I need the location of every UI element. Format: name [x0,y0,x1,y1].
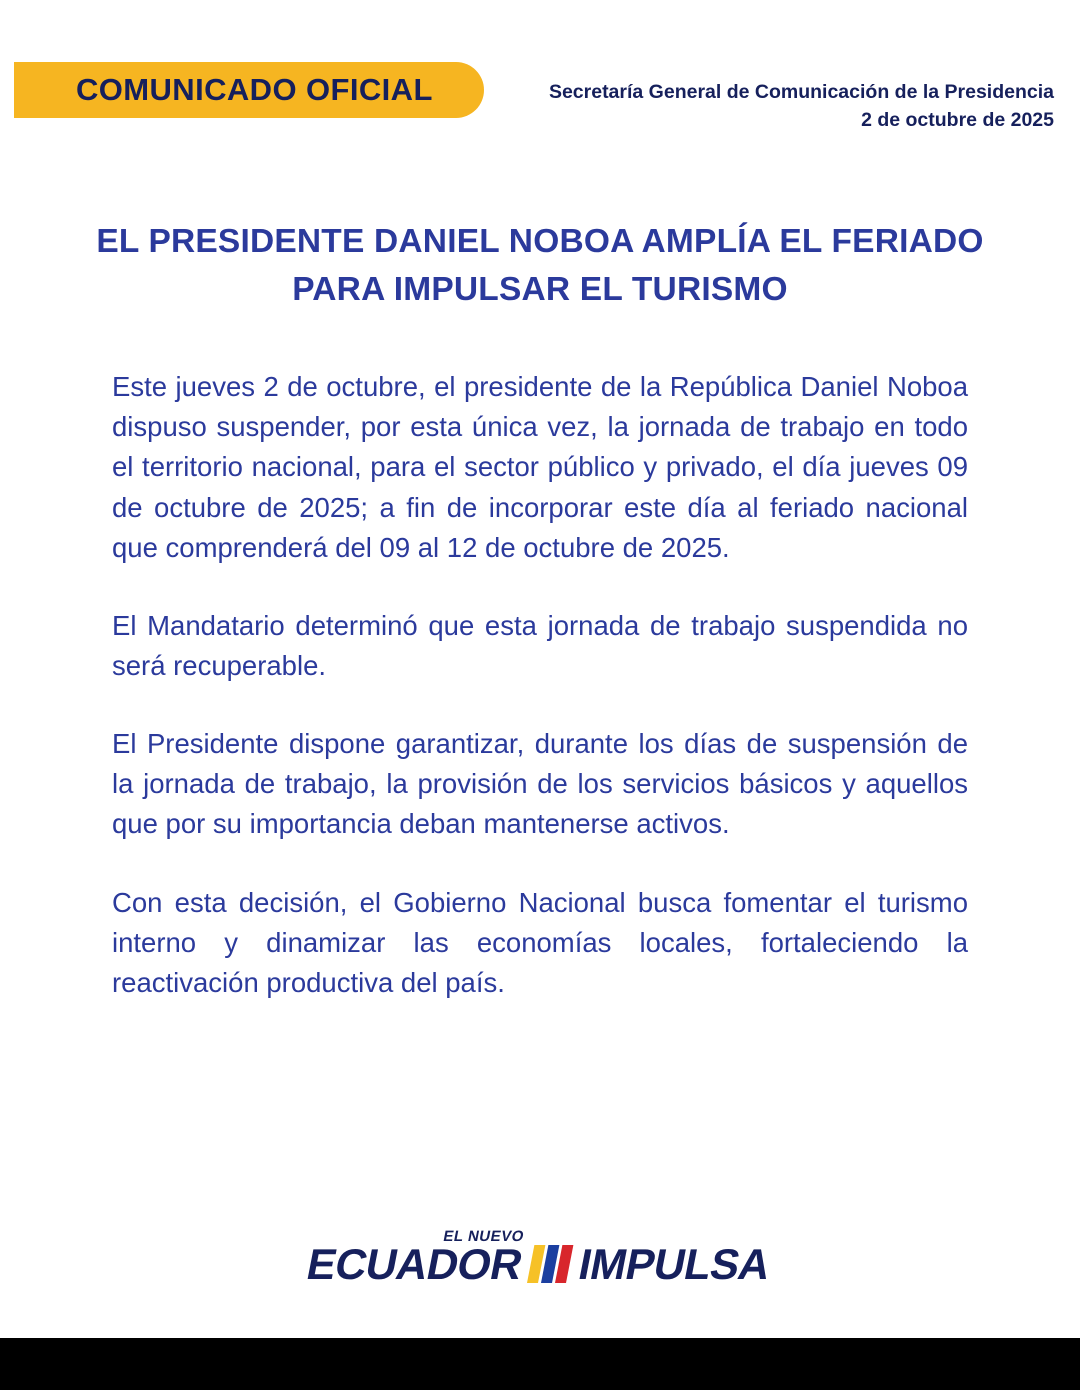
logo-left-block [302,1228,529,1290]
flag-stripes-icon [527,1245,576,1283]
header-meta [549,78,1054,135]
issuing-organization: Secretaría General de Comunicación de la Presidencia [548,81,1054,103]
body-paragraph: El Presidente dispone garantizar, durante los días de suspensión de la jornada de trabajo, la provisión de los servicios básicos y aquellos que por su importancia deban mantenerse activos. [112,728,968,840]
badge-label: COMUNICADO OFICIAL [76,72,433,107]
logo-kicker: EL NUEVO [441,1228,526,1246]
logo-word-ecuador: ECUADOR [302,1241,527,1290]
page-title: EL PRESIDENTE DANIEL NOBOA AMPLÍA EL FERIADO PARA IMPULSAR EL TURISMO [96,223,984,308]
official-communique-badge [14,62,484,118]
ecuador-impulsa-logo [302,1228,777,1290]
letterbox-bar [0,1338,1080,1390]
logo-word-impulsa: IMPULSA [574,1241,775,1290]
document-header [0,0,1080,160]
body-paragraph: Este jueves 2 de octubre, el presidente de la República Daniel Noboa dispuso suspender, por esta única vez, la jornada de trabajo en todo el territorio nacional, para el sector público y privado, el día jueves 09 de octubre de 2025; a fin de incorporar este día al feriado nacional que comprenderá del 09 al 12 de octubre de 2025. [112,371,968,563]
document-footer [0,1228,1080,1290]
document-body [112,367,968,1003]
publication-date: 2 de octubre de 2025 [861,109,1054,132]
body-paragraph: Con esta decisión, el Gobierno Nacional busca fomentar el turismo interno y dinamizar las economías locales, fortaleciendo la reactivación productiva del país. [112,886,968,998]
body-paragraph: El Mandatario determinó que esta jornada de trabajo suspendida no será recuperable. [112,609,968,681]
